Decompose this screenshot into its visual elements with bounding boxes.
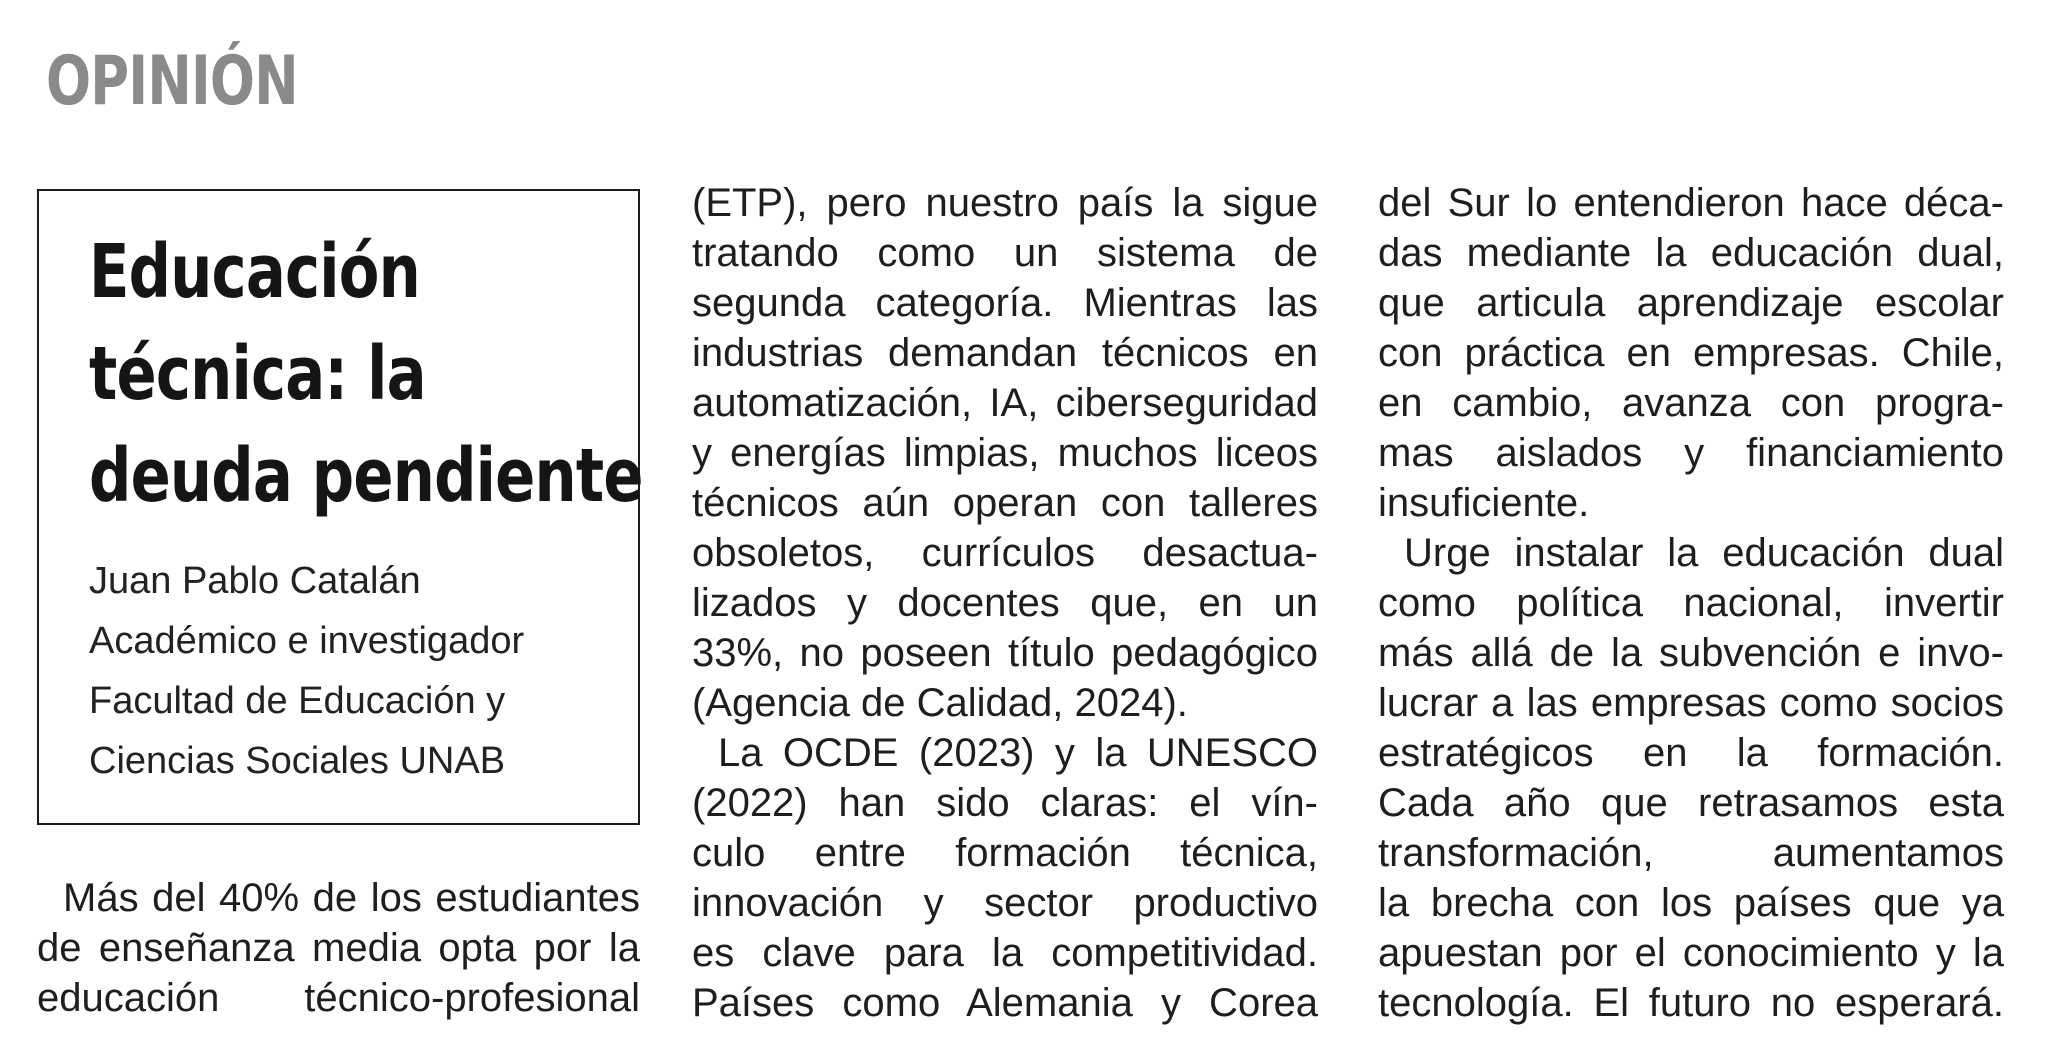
author-byline	[89, 551, 524, 791]
text-line: de enseñanza media opta por la	[37, 926, 640, 970]
headline-line: deuda pendiente	[89, 433, 643, 519]
text-line: y energías limpias, muchos liceos	[692, 431, 1318, 475]
text-line: La OCDE (2023) y la UNESCO	[718, 731, 1318, 775]
text-line: apuestan por el conocimiento y la	[1378, 931, 2004, 975]
text-line: tratando como un sistema de	[692, 231, 1318, 275]
text-line: culo entre formación técnica,	[692, 831, 1318, 875]
text-line: técnicos aún operan con talleres	[692, 481, 1318, 525]
text-line: la brecha con los países que ya	[1378, 881, 2004, 925]
text-line: lucrar a las empresas como socios	[1378, 681, 2004, 725]
text-line: segunda categoría. Mientras las	[692, 281, 1318, 325]
text-line: Urge instalar la educación dual	[1404, 531, 2004, 575]
text-line: industrias demandan técnicos en	[692, 331, 1318, 375]
text-line: como política nacional, invertir	[1378, 581, 2004, 625]
text-line: innovación y sector productivo	[692, 881, 1318, 925]
text-line: 33%, no poseen título pedagógico	[692, 631, 1318, 675]
article-column-2	[692, 178, 1318, 1028]
text-line: Más del 40% de los estudiantes	[63, 876, 640, 920]
text-line: obsoletos, currículos desactua-	[692, 531, 1318, 575]
text-line: en cambio, avanza con progra-	[1378, 381, 2004, 425]
text-line: Cada año que retrasamos esta	[1378, 781, 2004, 825]
text-line: mas aislados y financiamiento	[1378, 431, 2004, 475]
text-line: del Sur lo entendieron hace déca-	[1378, 181, 2004, 225]
author-role: Académico e investigador	[89, 620, 525, 662]
text-line: (Agencia de Calidad, 2024).	[692, 681, 1188, 725]
text-line: con práctica en empresas. Chile,	[1378, 331, 2004, 375]
text-line: educación técnico-profesional	[37, 976, 640, 1020]
text-line: es clave para la competitividad.	[692, 931, 1318, 975]
headline-box	[37, 189, 643, 825]
text-line: lizados y docentes que, en un	[692, 581, 1318, 625]
text-line: das mediante la educación dual,	[1378, 231, 2004, 275]
article-column-3	[1378, 178, 2004, 1028]
text-line: tecnología. El futuro no esperará.	[1378, 981, 2004, 1025]
text-line: (2022) han sido claras: el vín-	[692, 781, 1318, 825]
text-line: estratégicos en la formación.	[1378, 731, 2004, 775]
headline	[89, 221, 649, 527]
text-line: insuficiente.	[1378, 481, 1590, 525]
text-line: que articula aprendizaje escolar	[1378, 281, 2004, 325]
headline-line: técnica: la	[89, 331, 426, 417]
text-line: Países como Alemania y Corea	[692, 981, 1318, 1025]
article-column-1	[37, 873, 640, 1023]
headline-line: Educación	[89, 229, 421, 315]
author-faculty: Ciencias Sociales UNAB	[89, 740, 506, 782]
author-faculty: Facultad de Educación y	[89, 680, 506, 722]
text-line: (ETP), pero nuestro país la sigue	[692, 181, 1318, 225]
text-line: automatización, IA, ciberseguridad	[692, 381, 1318, 425]
text-line: más allá de la subvención e invo-	[1378, 631, 2004, 675]
text-line: transformación, aumentamos	[1378, 831, 2004, 875]
section-label: OPINIÓN	[46, 42, 298, 121]
author-name: Juan Pablo Catalán	[89, 560, 421, 602]
